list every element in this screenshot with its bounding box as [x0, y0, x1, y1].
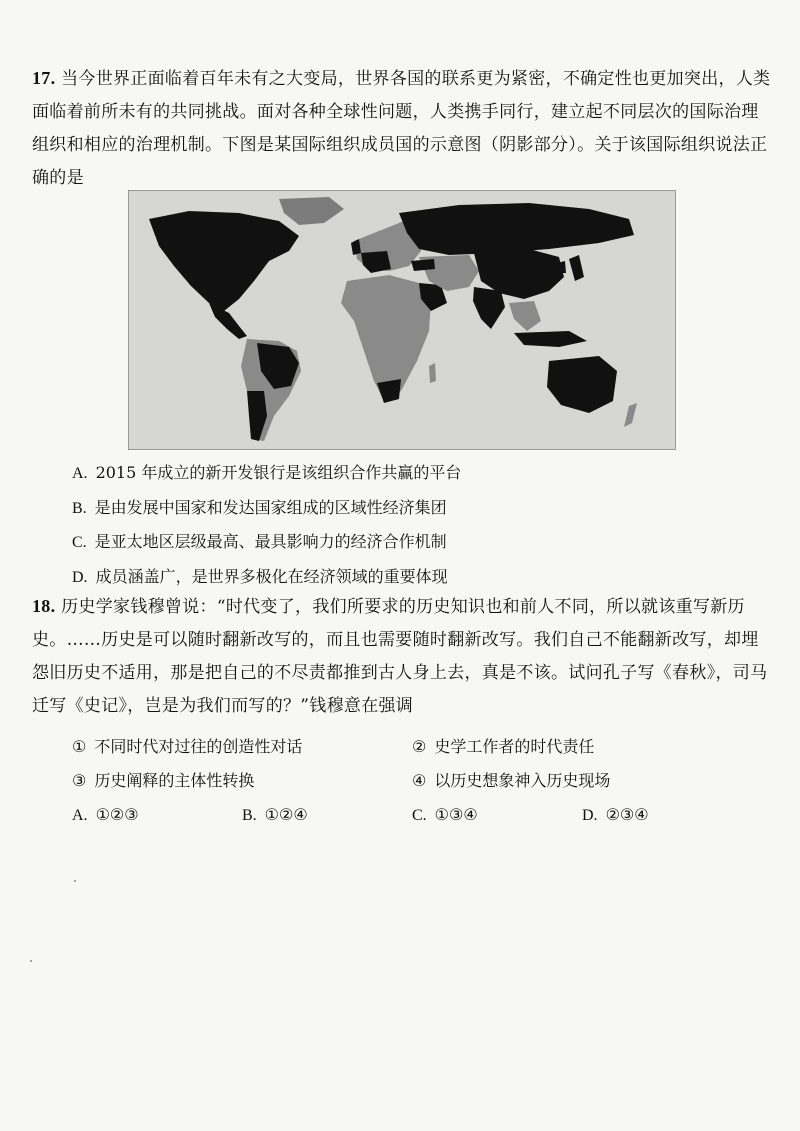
option-c[interactable]: C. 是亚太地区层级最高、最具影响力的经济合作机制 — [72, 532, 447, 551]
question-stem: 历史学家钱穆曾说：“时代变了，我们所要求的历史知识也和前人不同，所以就该重写新历史。……历史是可以随时翻新改写的，而且也需要随时翻新改写。我们自己不能翻新改写，却埋怨旧历史不适用，那是把自己的不尽责都推到古人身上去，真是不该。试问孔子写《春秋》，司马迁写《史记》，岂是为我们而写的？”钱穆意在强调 — [32, 597, 768, 716]
world-map — [129, 191, 675, 449]
question-18-statements — [72, 730, 752, 797]
answer-b[interactable]: B. ①②④ — [242, 805, 308, 824]
scan-speck — [30, 960, 32, 962]
statement-4: ④ 以历史想象神入历史现场 — [412, 770, 611, 790]
question-17-options — [72, 456, 772, 594]
answer-a[interactable]: A. ①②③ — [72, 805, 139, 824]
world-map-figure — [128, 190, 676, 450]
question-18-answers — [72, 798, 752, 832]
answer-c[interactable]: C. ①③④ — [412, 805, 478, 824]
statement-2: ② 史学工作者的时代责任 — [412, 737, 595, 756]
option-b[interactable]: B. 是由发展中国家和发达国家组成的区域性经济集团 — [72, 497, 447, 517]
statement-3: ③ 历史阐释的主体性转换 — [72, 770, 255, 790]
question-stem: 当今世界正面临着百年未有之大变局，世界各国的联系更为紧密，不确定性也更加突出，人类面临着前所未有的共同挑战。面对各种全球性问题，人类携手同行，建立起不同层次的国际治理组织和相应的治理机制。下图是某国际组织成员国的示意图（阴影部分）。关于该国际组织说法正确的是 — [32, 69, 771, 188]
question-18 — [32, 590, 772, 723]
question-number: 18. — [32, 596, 56, 616]
map-madagascar — [429, 363, 436, 383]
statement-1: ① 不同时代对过往的创造性对话 — [72, 737, 303, 756]
scan-speck — [74, 880, 76, 882]
option-a[interactable]: A. 2015 年成立的新开发银行是该组织合作共赢的平台 — [72, 463, 462, 482]
option-d[interactable]: D. 成员涵盖广，是世界多极化在经济领域的重要体现 — [72, 566, 448, 586]
question-17 — [32, 62, 772, 195]
question-number: 17. — [32, 68, 56, 88]
map-turkey — [411, 259, 435, 271]
answer-d[interactable]: D. ②③④ — [582, 805, 649, 824]
